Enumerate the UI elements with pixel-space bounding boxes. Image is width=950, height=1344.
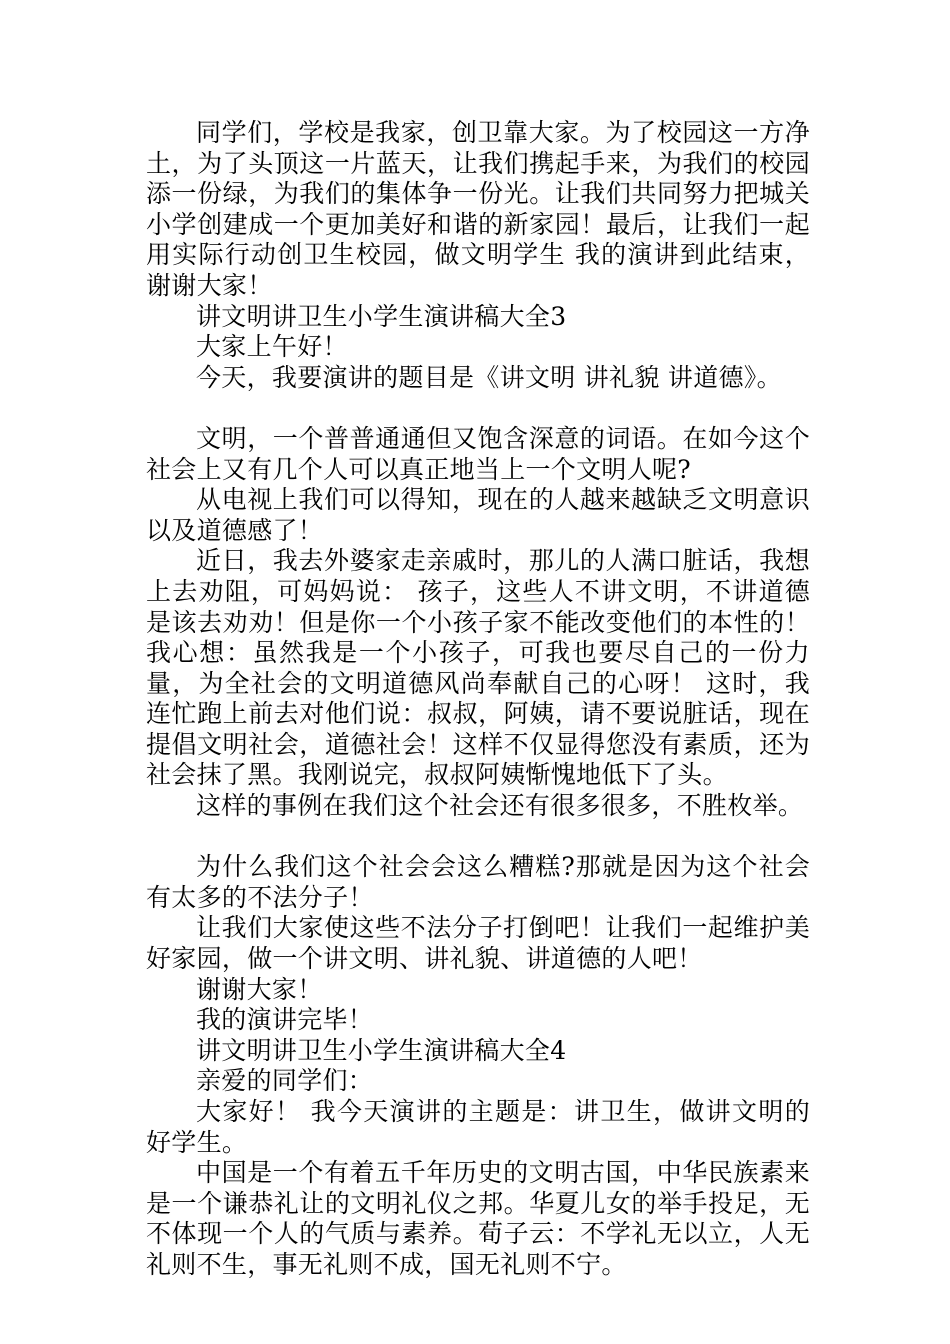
paragraph-civility: 文明，一个普普通通但又饱含深意的词语。在如今这个社会上又有几个人可以真正地当上一个文明人呢? [146, 423, 810, 484]
paragraph-thanks: 谢谢大家！ [196, 974, 323, 1004]
paragraph-topic-4: 大家好！ 我今天演讲的主题是：讲卫生，做讲文明的好学生。 [146, 1097, 810, 1157]
paragraph-call-to-action: 让我们大家使这些不法分子打倒吧！让我们一起维护美好家园，做一个讲文明、讲礼貌、讲道德的人吧！ [146, 913, 810, 974]
speech-topic: 今天，我要演讲的题目是《讲文明 讲礼貌 讲道德》。 [196, 362, 782, 392]
salutation: 亲爱的同学们： [196, 1066, 374, 1096]
paragraph-closing-remarks: 同学们，学校是我家，创卫靠大家。为了校园这一方净土，为了头顶这一片蓝天，让我们携起手来，为我们的校园添一份绿，为我们的集体争一份光。让我们共同努力把城关小学创建成一个更加美好和谐的新家园！最后，让我们一起用实际行动创卫生校园，做文明学生 我的演讲到此结束，谢谢大家！ [146, 118, 810, 300]
document-page [146, 118, 810, 1281]
section-heading-3: 讲文明讲卫生小学生演讲稿大全3 [196, 301, 567, 331]
section-heading-4: 讲文明讲卫生小学生演讲稿大全4 [196, 1035, 567, 1065]
paragraph-examples: 这样的事例在我们这个社会还有很多很多，不胜枚举。 [196, 791, 804, 821]
paragraph-tv: 从电视上我们可以得知，现在的人越来越缺乏文明意识以及道德感了！ [146, 485, 810, 545]
paragraph-question: 为什么我们这个社会会这么糟糕?那就是因为这个社会有太多的不法分子！ [146, 852, 810, 912]
paragraph-end: 我的演讲完毕！ [196, 1005, 374, 1035]
paragraph-story: 近日，我去外婆家走亲戚时，那儿的人满口脏话，我想上去劝阻，可妈妈说： 孩子，这些人不讲文明，不讲道德是该去劝劝！但是你一个小孩子家不能改变他们的本性的！我心想：虽然我是一个小孩子，可我也要尽自己的一份力量，为全社会的文明道德风尚奉献自己的心呀！ 这时，我连忙跑上前去对他们说：叔叔，阿姨，请不要说脏话，现在提倡文明社会，道德社会！这样不仅显得您没有素质，还为社会抹了黑。我刚说完，叔叔阿姨惭愧地低下了头。 [146, 546, 810, 790]
paragraph-china: 中国是一个有着五千年历史的文明古国，中华民族素来是一个谦恭礼让的文明礼仪之邦。华夏儿女的举手投足，无不体现一个人的气质与素养。荀子云：不学礼无以立，人无礼则不生，事无礼则不成，国无礼则不宁。 [146, 1158, 810, 1279]
greeting: 大家上午好！ [196, 332, 348, 362]
